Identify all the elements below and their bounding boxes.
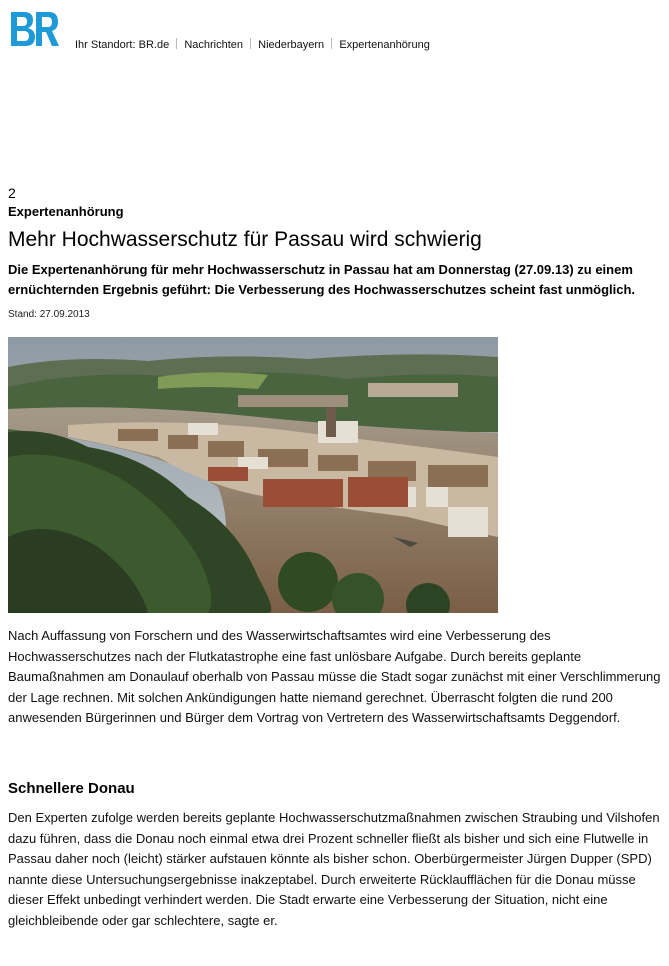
article-kicker: Expertenanhörung [8,204,124,219]
article-photo[interactable] [8,337,498,613]
breadcrumb-item-nachrichten[interactable]: Nachrichten [184,39,244,51]
article-date: Stand: 27.09.2013 [8,309,90,320]
breadcrumb-prefix: Ihr Standort: [75,39,136,51]
article-headline: Mehr Hochwasserschutz für Passau wird schwierig [8,228,482,251]
flood-photo-image [8,337,498,613]
article-paragraph-2: Den Experten zufolge werden bereits geplante Hochwasserschutzmaßnahmen zwischen Straubing und Vilshofen dazu führen, dass die Donau noch einmal etwa drei Prozent schneller fließt als bisher und sich eine Flutwelle in Passau daher noch (leicht) stärker aufstauen könnte als bisher schon. Oberbürgermeister Jürgen Dupper (SPD) nannte diese Untersuchungsergebnisse inakzeptabel. Durch erweiterte Rücklaufflächen für die Donau müsse dieser Effekt unbedingt verhindert werden. Die Stadt erwarte eine Verbesserung der Situation, nicht eine gleichbleibende oder gar schlechtere, sagte er. [8,810,660,928]
breadcrumb-divider [176,38,177,49]
breadcrumb-divider [331,38,332,49]
article-teaser: Die Expertenanhörung für mehr Hochwasserschutz in Passau hat am Donnerstag (27.09.13) zu einem ernüchternden Ergebnis geführt: Die Verbesserung des Hochwasserschutzes scheint fast unmöglich. [8,262,636,297]
breadcrumb-divider [250,38,251,49]
breadcrumb [75,38,430,51]
breadcrumb-item-brde[interactable]: BR.de [138,39,170,51]
br-logo-icon [9,10,59,48]
breadcrumb-item-niederbayern[interactable]: Niederbayern [258,39,325,51]
article-paragraph-1: Nach Auffassung von Forschern und des Wasserwirtschaftsamtes wird eine Verbesserung des Hochwasserschutzes nach der Flutkatastrophe eine fast unlösbare Aufgabe. Durch bereits geplante Baumaßnahmen am Donaulauf oberhalb von Passau müsse die Stadt sogar zunächst mit einer Verschlimmerung der Lage rechnen. Mit solchen Ankündigungen hatte niemand gerechnet. Überrascht folgten die rund 200 anwesenden Bürgerinnen und Bürger dem Vortrag von Vertretern des Wasserwirtschaftsamts Deggendorf. [8,628,661,725]
article-subheading: Schnellere Donau [8,780,135,797]
br-logo[interactable] [9,10,59,48]
page-number: 2 [8,185,16,201]
breadcrumb-item-expertenanhoerung[interactable]: Expertenanhörung [339,39,430,51]
